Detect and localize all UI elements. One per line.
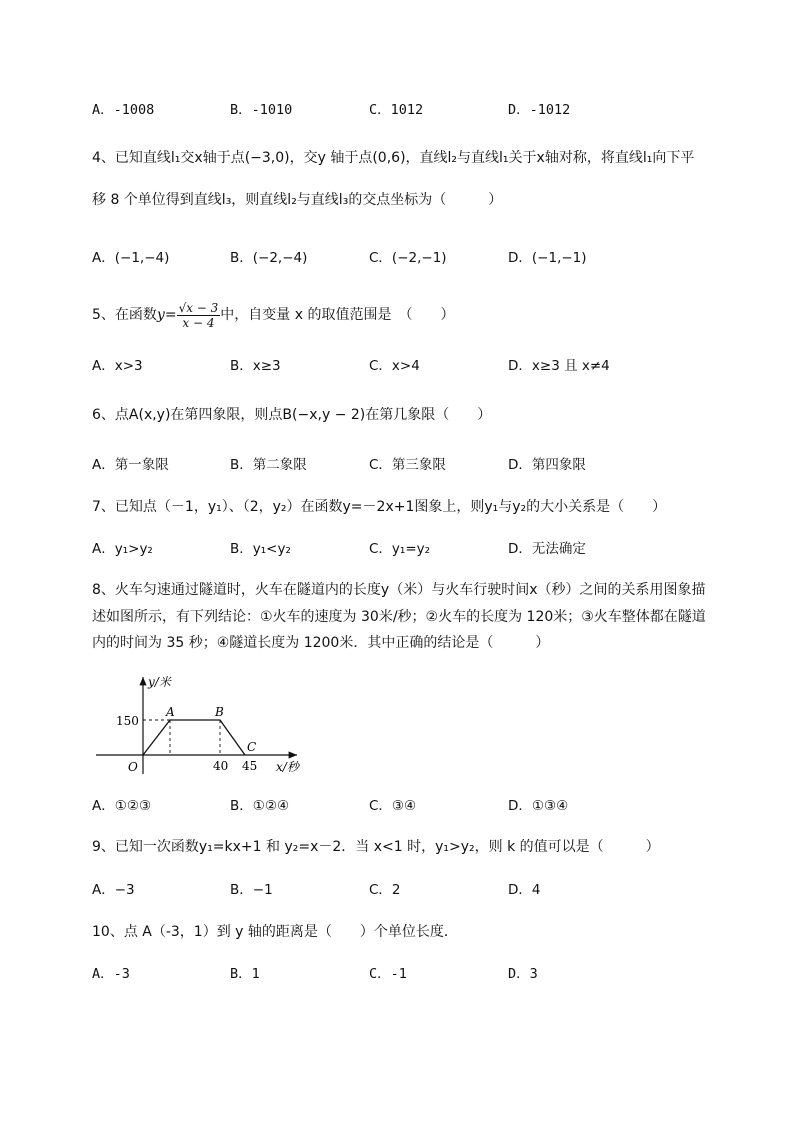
option-a: A．y₁>y₂	[92, 541, 153, 557]
option-b: B．(−2,−4)	[230, 250, 308, 266]
q5-numerator: √x − 3	[178, 300, 219, 315]
q5-question	[92, 300, 454, 340]
q4-options	[92, 248, 752, 268]
option-b: B．-1010	[230, 102, 293, 118]
q5-prefix: 5、在函数	[92, 307, 157, 323]
option-c: C．x>4	[369, 358, 420, 374]
y-tick-150: 150	[116, 714, 139, 728]
option-d: D．3	[508, 966, 538, 982]
q5-y-equals: y=	[156, 307, 177, 323]
option-b: B．−1	[230, 882, 273, 898]
y-axis-label: y/米	[148, 675, 171, 689]
option-a: A．−3	[92, 882, 135, 898]
point-b-label: B	[215, 705, 224, 719]
option-c: C．1012	[369, 102, 424, 118]
q10-text: 10、点 A（-3，1）到 y 轴的距离是（ ）个单位长度．	[92, 924, 458, 940]
q6-text: 6、点A(x,y)在第四象限，则点B(−x,y − 2)在第几象限（ ）	[92, 407, 492, 423]
option-d: D．第四象限	[508, 457, 586, 473]
option-c: C．第三象限	[369, 457, 446, 473]
option-b: B．y₁<y₂	[230, 541, 291, 557]
origin-label: O	[128, 760, 138, 774]
q6-options	[92, 455, 752, 475]
option-d: D．无法确定	[508, 541, 586, 557]
q8-options	[92, 796, 752, 816]
option-b: B．x≥3	[230, 358, 281, 374]
q8-text-line2: 述如图所示，有下列结论：①火车的速度为 30米/秒；②火车的长度为 120米；③火车整体都在隧道	[92, 609, 706, 625]
q3-options	[92, 100, 752, 120]
option-c: C．-1	[369, 966, 407, 982]
option-a: A．第一象限	[92, 457, 169, 473]
q9-text: 9、已知一次函数y₁=kx+1 和 y₂=x－2．当 x<1 时，y₁>y₂，则 k 的值可以是（ ）	[92, 839, 660, 855]
option-d: D．4	[508, 882, 541, 898]
graph-line	[143, 720, 245, 755]
option-b: B．第二象限	[230, 457, 307, 473]
q4-text-line2: 移 8 个单位得到直线l₃，则直线l₂与直线l₃的交点坐标为（ ）	[92, 192, 503, 208]
q5-fraction	[177, 301, 221, 330]
option-a: A．-1008	[92, 102, 155, 118]
q7-text: 7、已知点（－1，y₁）、（2，y₂）在函数y=－2x+1图象上，则y₁与y₂的大小关系是（ ）	[92, 499, 667, 515]
option-c: C．y₁=y₂	[369, 541, 431, 557]
q8-text-line3: 内的时间为 35 秒；④隧道长度为 1200米．其中正确的结论是（ ）	[92, 635, 550, 651]
x-tick-40: 40	[213, 759, 229, 773]
option-b: B．①②④	[230, 798, 290, 814]
option-a: A．x>3	[92, 358, 143, 374]
x-tick-45: 45	[242, 759, 258, 773]
point-c-label: C	[247, 740, 257, 754]
option-a: A．①②③	[92, 798, 152, 814]
q5-suffix: 中，自变量 x 的取值范围是 （ ）	[220, 307, 455, 323]
q9-options	[92, 880, 752, 900]
q8-text-line1: 8、火车匀速通过隧道时，火车在隧道内的长度y（米）与火车行驶时间x（秒）之间的关系用图象描	[92, 582, 706, 598]
option-b: B．1	[230, 966, 260, 982]
option-a: A．(−1,−4)	[92, 250, 170, 266]
option-d: D．-1012	[508, 102, 571, 118]
option-a: A．-3	[92, 966, 130, 982]
option-d: D．①③④	[508, 798, 569, 814]
q5-options	[92, 356, 752, 376]
option-d: D．x≥3 且 x≠4	[508, 358, 610, 374]
q8-graph	[92, 670, 312, 780]
option-c: C．2	[369, 882, 401, 898]
q7-options	[92, 539, 752, 559]
q4-text-line1: 4、已知直线l₁交x轴于点(−3,0)，交y 轴于点(0,6)，直线l₂与直线l₁关于x轴对称，将直线l₁向下平	[92, 150, 695, 166]
option-d: D．(−1,−1)	[508, 250, 587, 266]
q10-options	[92, 964, 752, 984]
point-a-label: A	[166, 705, 175, 719]
x-axis-label: x/秒	[276, 760, 299, 774]
option-c: C．③④	[369, 798, 417, 814]
option-c: C．(−2,−1)	[369, 250, 447, 266]
q5-denominator: x − 4	[182, 315, 215, 330]
